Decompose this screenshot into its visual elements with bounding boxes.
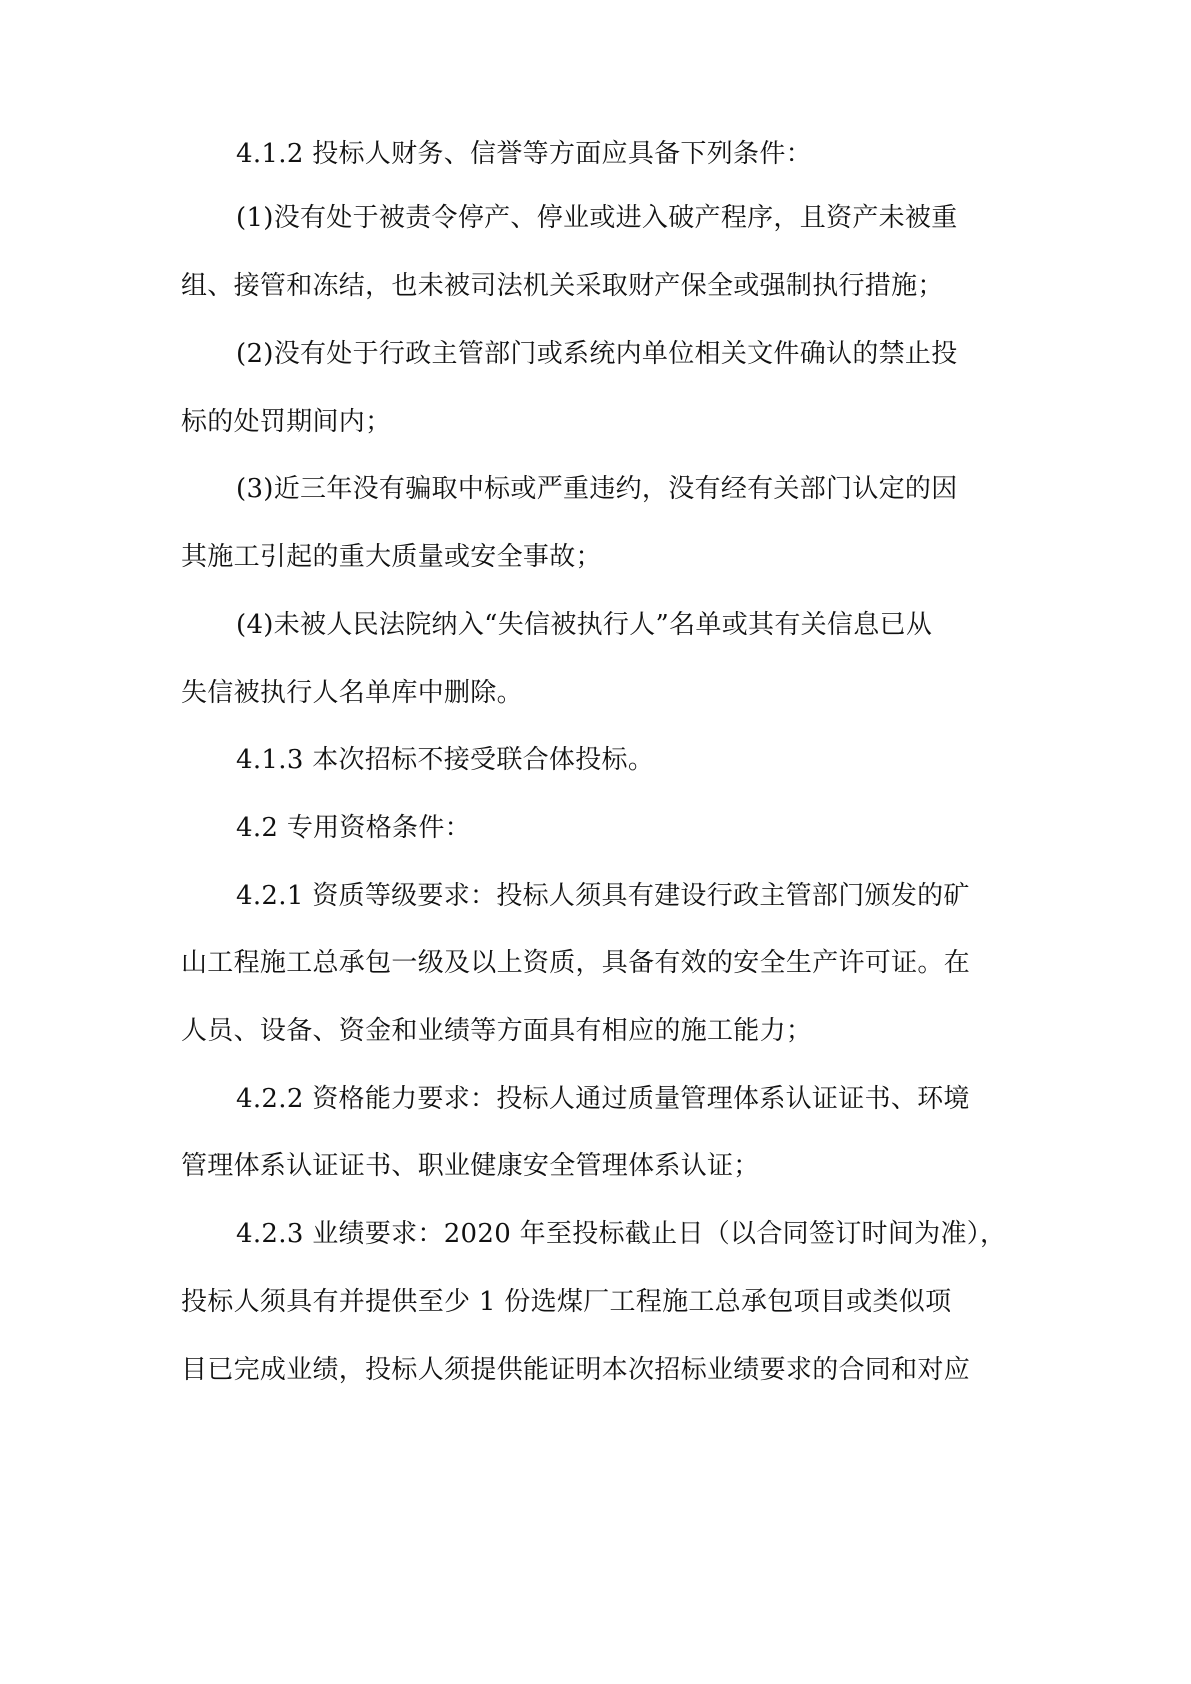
paragraph-item-3-line-2: 其施工引起的重大质量或安全事故；: [181, 542, 602, 572]
paragraph-item-2-line-2: 标的处罚期间内；: [181, 407, 392, 437]
paragraph-4-1-3: 4.1.3 本次招标不接受联合体投标。: [236, 745, 655, 775]
paragraph-item-3-line-1: (3)近三年没有骗取中标或严重违约，没有经有关部门认定的因: [236, 474, 958, 504]
paragraph-4-2-1-line-3: 人员、设备、资金和业绩等方面具有相应的施工能力；: [181, 1016, 813, 1046]
paragraph-4-2-2-line-2: 管理体系认证证书、职业健康安全管理体系认证；: [181, 1151, 760, 1181]
paragraph-item-4-line-1: (4)未被人民法院纳入“失信被执行人”名单或其有关信息已从: [236, 610, 933, 640]
paragraph-4-1-2: 4.1.2 投标人财务、信誉等方面应具备下列条件：: [236, 139, 812, 169]
paragraph-item-1-line-1: (1)没有处于被责令停产、停业或进入破产程序，且资产未被重: [236, 203, 958, 233]
section-heading-4-2: 4.2 专用资格条件：: [236, 813, 471, 843]
paragraph-4-2-2-line-1: 4.2.2 资格能力要求：投标人通过质量管理体系认证证书、环境: [236, 1084, 970, 1114]
paragraph-item-1-line-2: 组、接管和冻结，也未被司法机关采取财产保全或强制执行措施；: [181, 271, 944, 301]
paragraph-item-2-line-1: (2)没有处于行政主管部门或系统内单位相关文件确认的禁止投: [236, 339, 958, 369]
paragraph-4-2-3-line-3: 目已完成业绩，投标人须提供能证明本次招标业绩要求的合同和对应: [181, 1355, 971, 1385]
paragraph-4-2-3-line-2: 投标人须具有并提供至少 1 份选煤厂工程施工总承包项目或类似项: [181, 1287, 952, 1317]
paragraph-4-2-1-line-2: 山工程施工总承包一级及以上资质，具备有效的安全生产许可证。在: [181, 948, 971, 978]
paragraph-item-4-line-2: 失信被执行人名单库中删除。: [181, 678, 523, 708]
paragraph-4-2-1-line-1: 4.2.1 资质等级要求：投标人须具有建设行政主管部门颁发的矿: [236, 881, 970, 911]
paragraph-4-2-3-line-1: 4.2.3 业绩要求：2020 年至投标截止日（以合同签订时间为准），: [236, 1219, 1007, 1249]
